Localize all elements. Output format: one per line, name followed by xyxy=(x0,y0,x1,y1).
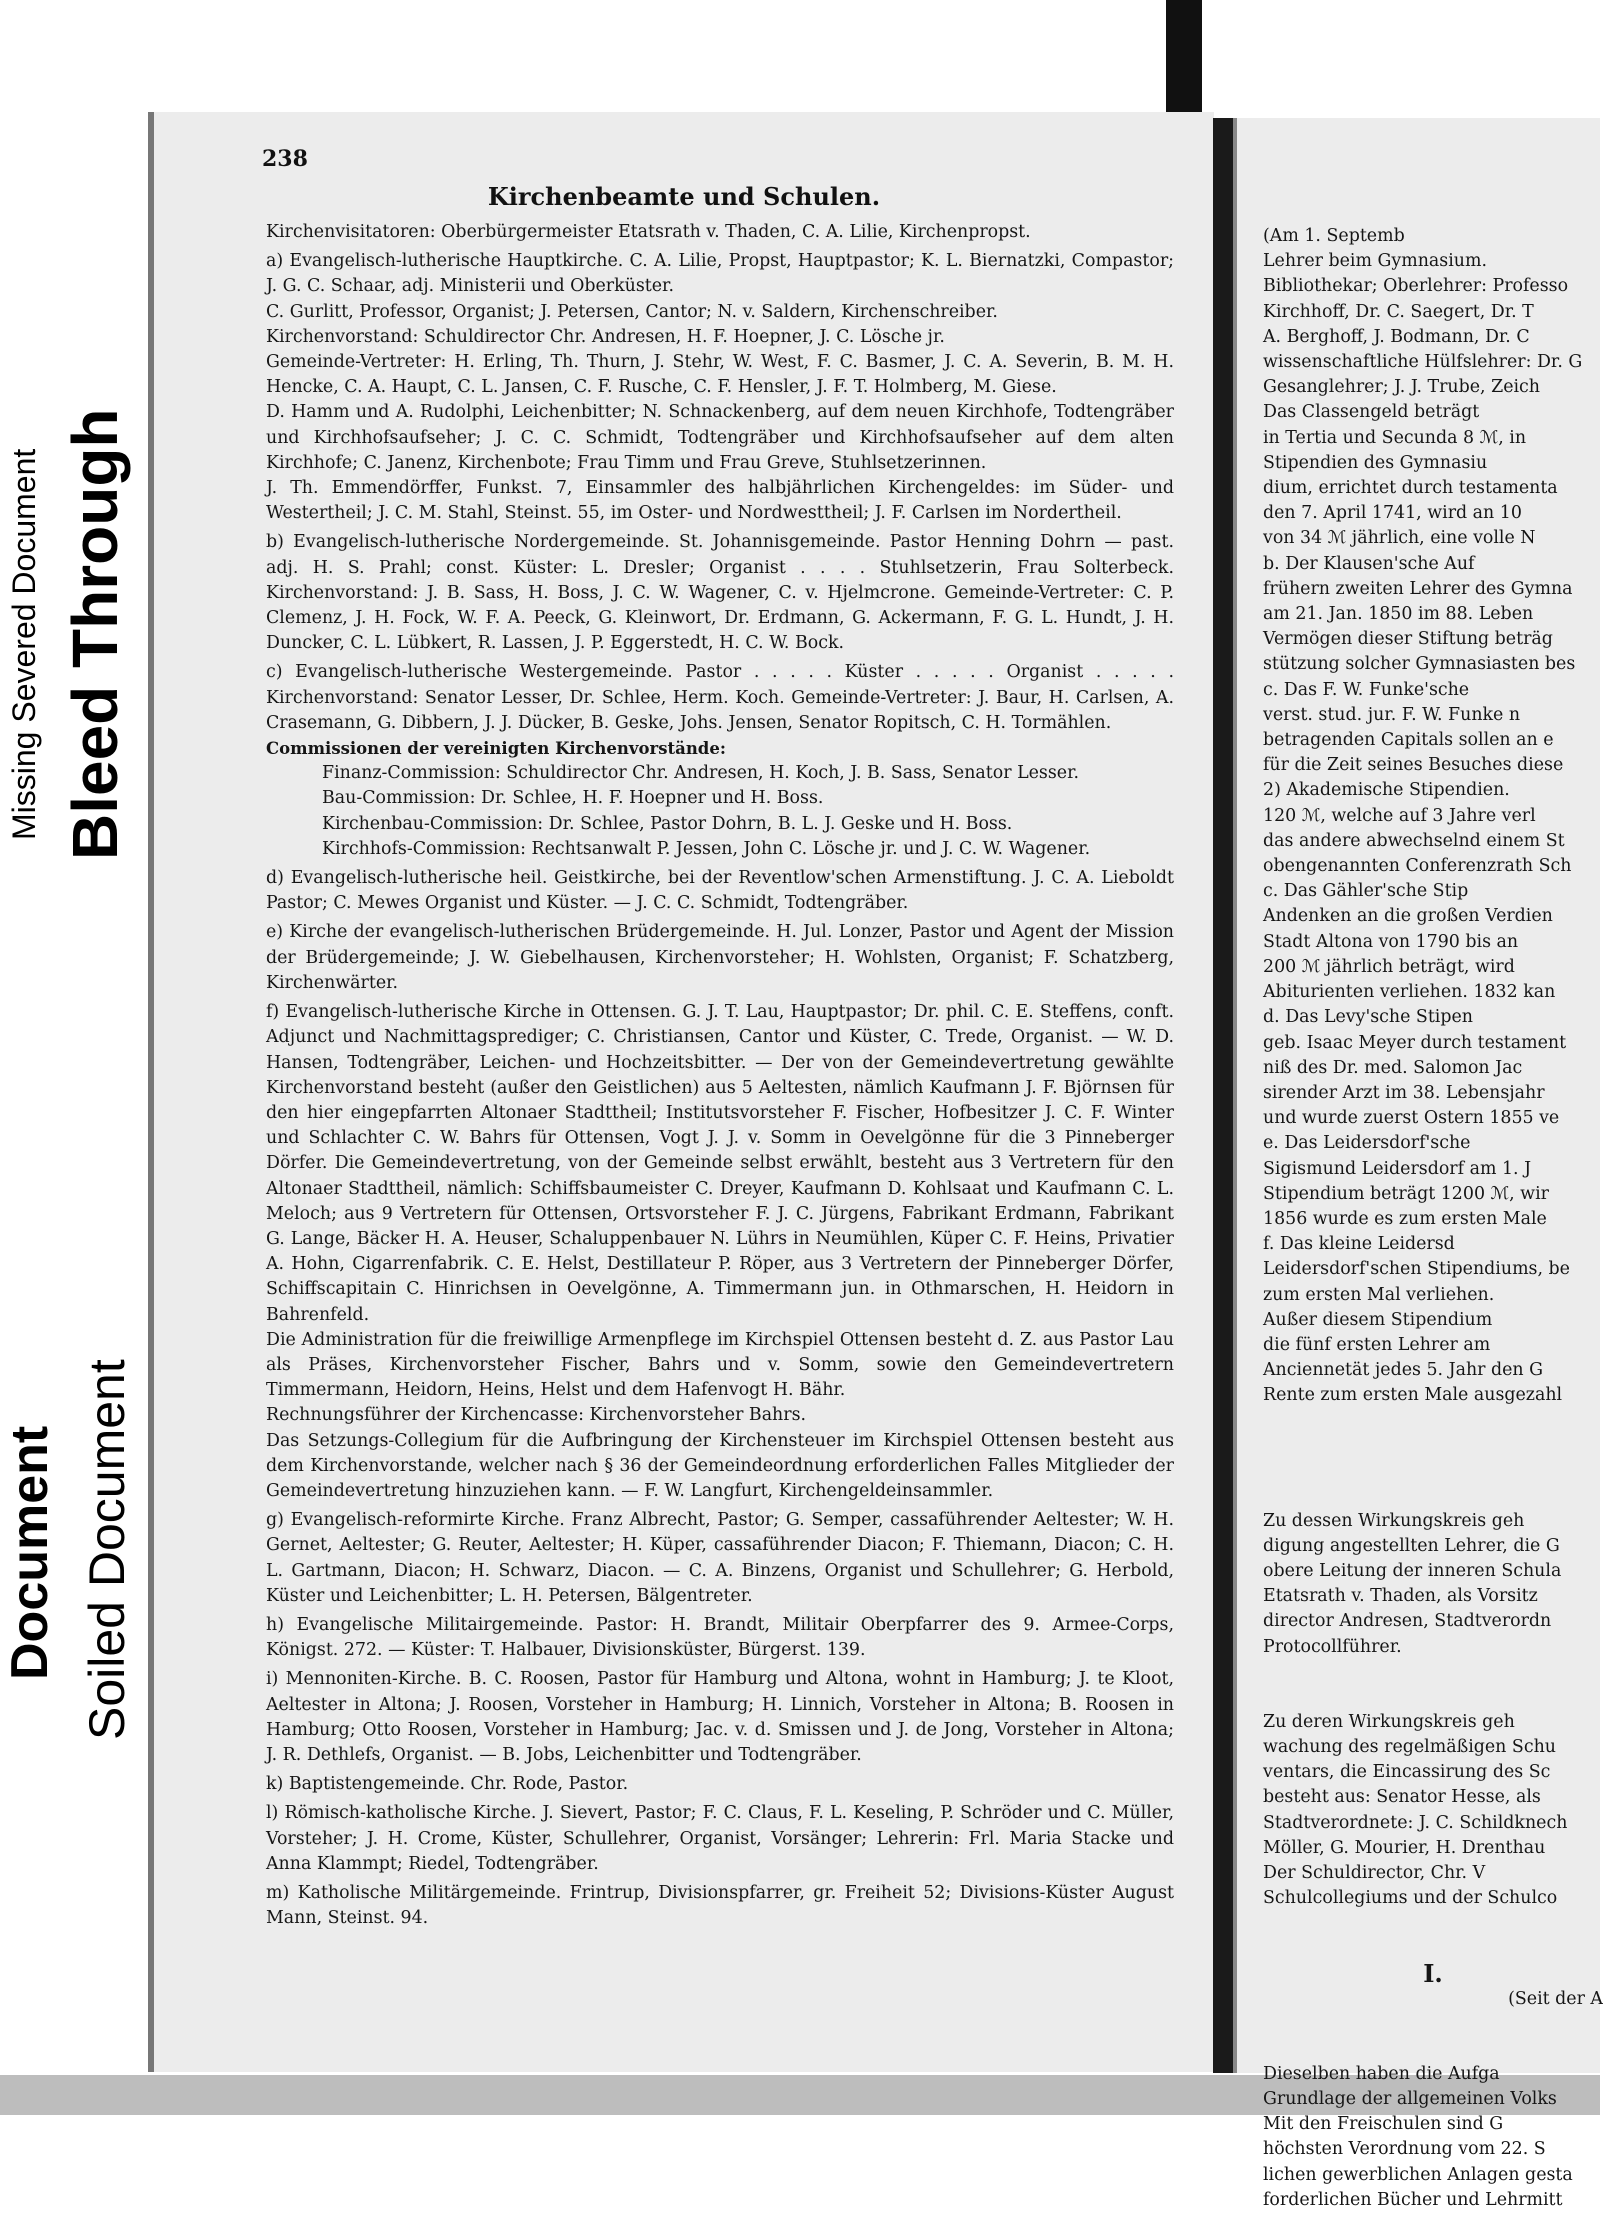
text-line: obengenannten Conferenzrath Sch xyxy=(1263,856,1572,877)
paragraph: b) Evangelisch-lutherische Nordergemeinde. St. Johannisgemeinde. Pastor Henning Dohrn — past. adj. H. S. Prahl; const. Küster: L. Dresler; Organist . . . . Stuhlsetzerin, Frau Solterbeck. Kirchenvorstand: J. B. Sass, H. Boss, J. C. W. Wagener, C. v. Hjelmcrone. Gemeinde-Vertreter: C. P. Clemenz, J. H. Fock, W. F. A. Peeck, G. Kleinwort, Dr. Erdmann, G. Ackermann, F. G. L. Hundt, J. H. Duncker, C. L. Lübkert, R. Lassen, J. P. Eggerstedt, H. C. W. Bock. xyxy=(266,532,1174,654)
paragraph: Die Administration für die freiwillige Armenpflege im Kirchspiel Ottensen besteht d. Z. aus Pastor Lau als Präses, Kirchenvorsteher Fischer, Bahrs und v. Somm, sowie den Gemeindevertretern Timmermann, Heidorn, Heins, Helst und dem Hafenvogt H. Bähr. xyxy=(266,1329,1174,1401)
commission-item: Finanz-Commission: Schuldirector Chr. Andresen, H. Koch, J. B. Sass, Senator Lesser. xyxy=(322,763,1080,784)
text-line: besteht aus: Senator Hesse, als xyxy=(1263,1787,1541,1808)
text-line: am 21. Jan. 1850 im 88. Leben xyxy=(1263,604,1534,625)
paragraph: C. Gurlitt, Professor, Organist; J. Petersen, Cantor; N. v. Saldern, Kirchenschreiber. xyxy=(266,301,998,322)
commission-heading: Commissionen der vereinigten Kirchenvorstände: xyxy=(266,739,726,759)
text-line: ventars, die Eincassirung des Sc xyxy=(1263,1762,1551,1783)
spacer xyxy=(1263,1409,1603,1459)
text-line: Stipendium beträgt 1200 ℳ, wir xyxy=(1263,1183,1549,1204)
spacer xyxy=(1263,1660,1603,1710)
paragraph: h) Evangelische Militairgemeinde. Pastor: H. Brandt, Militair Oberpfarrer des 9. Armee-Corps, Königst. 272. — Küster: T. Halbauer, Divisionsküster, Bürgerst. 139. xyxy=(266,1614,1174,1661)
text-line: c. Das F. W. Funke'sche xyxy=(1263,679,1470,700)
right-page-body xyxy=(1263,224,1603,2213)
text-line: in Tertia und Secunda 8 ℳ, in xyxy=(1263,427,1527,448)
book-binding-gutter xyxy=(1213,118,1233,2073)
text-line: Vermögen dieser Stiftung beträg xyxy=(1263,629,1553,650)
text-line: c. Das Gähler'sche Stip xyxy=(1263,881,1469,902)
paragraph: i) Mennoniten-Kirche. B. C. Roosen, Pastor für Hamburg und Altona, wohnt in Hamburg; J. te Kloot, Aeltester in Altona; J. Roosen, Vorsteher in Hamburg; H. Linnich, Vorsteher in Altona; B. Roosen in Hamburg; Otto Roosen, Vorsteher in Hamburg; Jac. v. d. Smissen und J. de Jong, Vorsteher in Altona; J. R. Dethlefs, Organist. — B. Jobs, Leichenbitter und Todtengräber. xyxy=(266,1669,1174,1765)
soiled-document-label: Soiled Document xyxy=(79,1359,135,1740)
text-line: Stadt Altona von 1790 bis an xyxy=(1263,931,1519,952)
text-line: A. Berghoff, J. Bodmann, Dr. C xyxy=(1263,326,1530,347)
commission-item: Kirchenbau-Commission: Dr. Schlee, Pastor Dohrn, B. L. J. Geske und H. Boss. xyxy=(322,813,1013,834)
paragraph: Kirchenvorstand: Schuldirector Chr. Andresen, H. F. Hoepner, J. C. Lösche jr. xyxy=(266,326,945,347)
text-line: Gesanglehrer; J. J. Trube, Zeich xyxy=(1263,377,1540,398)
text-line: Möller, G. Mourier, H. Drenthau xyxy=(1263,1837,1546,1858)
bleed-through-label: Bleed Through xyxy=(59,408,131,860)
text-line: Anciennetät jedes 5. Jahr den G xyxy=(1263,1360,1544,1381)
text-line: Der Schuldirector, Chr. V xyxy=(1263,1862,1486,1883)
text-line: den 7. April 1741, wird an 10 xyxy=(1263,503,1522,524)
text-line: Mit den Freischulen sind G xyxy=(1263,2114,1504,2135)
text-line: frühern zweiten Lehrer des Gymna xyxy=(1263,578,1573,599)
text-line: Abiturienten verliehen. 1832 kan xyxy=(1263,982,1556,1003)
left-page xyxy=(148,112,1214,2072)
commission-item: Kirchhofs-Commission: Rechtsanwalt P. Jessen, John C. Lösche jr. und J. C. W. Wagener. xyxy=(322,838,1091,859)
spacer xyxy=(1263,1459,1603,1509)
text-line: wachung des regelmäßigen Schu xyxy=(1263,1736,1556,1757)
paragraph: m) Katholische Militärgemeinde. Frintrup, Divisionspfarrer, gr. Freiheit 52; Divisions-Küster August Mann, Steinst. 94. xyxy=(266,1883,1174,1929)
text-line: f. Das kleine Leidersd xyxy=(1263,1234,1455,1255)
text-line: dium, errichtet durch testamenta xyxy=(1263,478,1558,499)
text-line: Protocollführer. xyxy=(1263,1636,1402,1657)
document-label: Document xyxy=(1,1425,59,1680)
text-line: b. Der Klausen'sche Auf xyxy=(1263,553,1475,574)
binding-shadow-top xyxy=(1166,0,1202,118)
right-page xyxy=(1233,118,1603,2210)
paragraph: D. Hamm und A. Rudolphi, Leichenbitter; N. Schnackenberg, auf dem neuen Kirchhofe, Todtengräber und Kirchhofsaufseher; J. C. C. Schmidt, Todtengräber und Kirchhofsaufseher auf dem alten Kirchhofe; C. Janenz, Kirchenbote; Frau Timm und Frau Greve, Stuhlsetzerinnen. xyxy=(266,402,1174,473)
text-line: forderlichen Bücher und Lehrmitt xyxy=(1263,2189,1563,2210)
text-line: (Am 1. Septemb xyxy=(1263,226,1405,246)
text-line: verst. stud. jur. F. W. Funke n xyxy=(1263,704,1521,725)
text-line: sirender Arzt im 38. Lebensjahr xyxy=(1263,1082,1545,1103)
page-title: Kirchenbeamte und Schulen. xyxy=(487,182,881,211)
section-subtitle: (Seit der A xyxy=(1508,1988,1603,2009)
text-line: lichen gewerblichen Anlagen gesta xyxy=(1263,2164,1573,2185)
text-line: Leidersdorf'schen Stipendiums, be xyxy=(1263,1259,1570,1280)
text-line: Rente zum ersten Male ausgezahl xyxy=(1263,1385,1563,1406)
missing-severed-document-label: Missing Severed Document xyxy=(6,448,42,840)
paragraph: Kirchenvisitatoren: Oberbürgermeister Etatsrath v. Thaden, C. A. Lilie, Kirchenpropst. xyxy=(266,222,1031,242)
text-line: Stipendien des Gymnasiu xyxy=(1263,452,1488,473)
paragraph: d) Evangelisch-lutherische heil. Geistkirche, bei der Reventlow'schen Armenstiftung. J. C. A. Lieboldt Pastor; C. Mewes Organist und Küster. — J. C. C. Schmidt, Todtengräber. xyxy=(266,868,1174,914)
text-line: obere Leitung der inneren Schula xyxy=(1263,1560,1562,1581)
paragraph: f) Evangelisch-lutherische Kirche in Ottensen. G. J. T. Lau, Hauptpastor; Dr. phil. C. E. Steffens, conft. Adjunct und Nachmittagsprediger; C. Christiansen, Cantor und Küster, C. Trede, Organist. — W. D. Hansen, Todtengräber, Leichen- und Hochzeitsbitter. — Der von der Gemeindevertretung gewählte Kirchenvorstand besteht (außer den Geistlichen) aus 5 Aeltesten, nämlich Kaufmann J. F. Björnsen für den hier eingepfarrten Altonaer Stadttheil; Institutsvorsteher F. Fischer, Hofbesitzer J. C. F. Winter und Schlachter C. W. Bahrs für Ottensen, Vogt J. J. v. Somm in Oevelgönne für die 3 Pinneberger Dörfer. Die Gemeindevertretung, von der Gemeinde selbst erwählt, besteht aus 3 Vertretern für den Altonaer Stadttheil, nämlich: Schiffsbaumeister C. Dreyer, Kaufmann D. Kohlsaat und Kaufmann C. L. Meloch; aus 9 Vertretern für Ottensen, Ortsvorsteher F. J. C. Jürgens, Fabrikant Erdmann, Fabrikant G. Lange, Bäcker H. A. Heuser, Schaluppenbauer N. Lührs in Neumühlen, Küper C. F. Heins, Privatier A. Hohn, Cigarrenfabrik. C. E. Helst, Destillateur P. Röper, aus 3 Vertretern der Pinneberger Dörfer, Schiffscapitain C. Hinrichsen in Oevelgönne, A. Timmermann jun. in Othmarschen, H. Heidorn in Bahrenfeld. xyxy=(266,1002,1174,1325)
paragraph: Rechnungsführer der Kirchencasse: Kirchenvorsteher Bahrs. xyxy=(266,1405,807,1426)
text-line: stützung solcher Gymnasiasten bes xyxy=(1263,654,1576,675)
text-line: höchsten Verordnung vom 22. S xyxy=(1263,2139,1546,2160)
text-line: Bibliothekar; Oberlehrer: Professo xyxy=(1263,276,1569,297)
paragraph: e) Kirche der evangelisch-lutherischen Brüdergemeinde. H. Jul. Lonzer, Pastor und Agent der Mission der Brüdergemeinde; J. W. Giebelhausen, Kirchenvorsteher; H. Wohlsten, Organist; F. Schatzberg, Kirchenwärter. xyxy=(266,922,1174,993)
text-line: Dieselben haben die Aufga xyxy=(1263,2063,1500,2084)
page-number: 238 xyxy=(262,146,308,172)
text-line: Lehrer beim Gymnasium. xyxy=(1263,251,1487,272)
text-line: Außer diesem Stipendium xyxy=(1263,1309,1493,1330)
text-line: 1856 wurde es zum ersten Male xyxy=(1263,1208,1547,1229)
text-line: die fünf ersten Lehrer am xyxy=(1263,1334,1491,1355)
text-line: zum ersten Mal verliehen. xyxy=(1263,1284,1495,1305)
text-line: niß des Dr. med. Salomon Jac xyxy=(1263,1057,1523,1078)
paragraph: k) Baptistengemeinde. Chr. Rode, Pastor. xyxy=(266,1774,629,1795)
text-line: 2) Akademische Stipendien. xyxy=(1263,780,1510,801)
text-line: Das Classengeld beträgt xyxy=(1263,402,1480,423)
text-line: von 34 ℳ jährlich, eine volle N xyxy=(1263,528,1536,549)
text-line: 120 ℳ, welche auf 3 Jahre verl xyxy=(1263,805,1536,826)
text-line: wissenschaftliche Hülfslehrer: Dr. G xyxy=(1263,352,1583,373)
text-line: d. Das Levy'sche Stipen xyxy=(1263,1007,1473,1028)
text-line: e. Das Leidersdorf'sche xyxy=(1263,1133,1471,1154)
text-line: Andenken an die großen Verdien xyxy=(1263,906,1553,927)
text-line: für die Zeit seines Besuches diese xyxy=(1263,755,1564,776)
text-line: Grundlage der allgemeinen Volks xyxy=(1263,2089,1557,2109)
paragraph: Gemeinde-Vertreter: H. Erling, Th. Thurn, J. Stehr, W. West, F. C. Basmer, J. C. A. Severin, B. M. H. Hencke, C. A. Haupt, C. L. Jansen, C. F. Rusche, C. F. Hensler, J. F. T. Holmberg, M. Giese. xyxy=(266,352,1174,398)
paragraph: l) Römisch-katholische Kirche. J. Sievert, Pastor; F. C. Claus, F. L. Keseling, P. Schröder und C. Müller, Vorsteher; J. H. Crome, Küster, Schullehrer, Organist, Vorsänger; Lehrerin: Frl. Maria Stacke und Anna Klammpt; Riedel, Todtengräber. xyxy=(266,1803,1174,1874)
text-line: und wurde zuerst Ostern 1855 ve xyxy=(1263,1108,1560,1129)
text-line: Kirchhoff, Dr. C. Saegert, Dr. T xyxy=(1263,301,1534,322)
text-line: Etatsrath v. Thaden, als Vorsitz xyxy=(1263,1586,1538,1607)
text-line: das andere abwechselnd einem St xyxy=(1263,830,1565,851)
left-page-body xyxy=(266,220,1174,1931)
text-line: geb. Isaac Meyer durch testament xyxy=(1263,1032,1567,1053)
paragraph: c) Evangelisch-lutherische Westergemeinde. Pastor . . . . . Küster . . . . . Organist . . . . . Kirchenvorstand: Senator Lesser, Dr. Schlee, Herm. Koch. Gemeinde-Vertreter: J. Baur, H. Carlsen, A. Crasemann, G. Dibbern, J. J. Dücker, B. Geske, Johs. Jensen, Senator Ropitsch, C. H. Tormählen. xyxy=(266,662,1174,733)
spacer xyxy=(1263,2012,1603,2062)
text-line: 200 ℳ jährlich beträgt, wird xyxy=(1263,956,1515,977)
text-line: Zu deren Wirkungskreis geh xyxy=(1263,1711,1515,1732)
text-line: Sigismund Leidersdorf am 1. J xyxy=(1263,1158,1532,1179)
text-line: director Andresen, Stadtverordn xyxy=(1263,1611,1552,1632)
paragraph: a) Evangelisch-lutherische Hauptkirche. C. A. Lilie, Propst, Hauptpastor; K. L. Biernatzki, Compastor; J. G. C. Schaar, adj. Ministerii und Oberküster. xyxy=(266,251,1174,297)
text-line: Stadtverordnete: J. C. Schildknech xyxy=(1263,1812,1568,1833)
text-line: betragenden Capitals sollen an e xyxy=(1263,730,1554,751)
paragraph: J. Th. Emmendörffer, Funkst. 7, Einsammler des halbjährlichen Kirchengeldes: im Süder- und Westertheil; J. C. M. Stahl, Steinst. 55, im Oster- und Nordwesttheil; J. F. Carlsen im Nordertheil. xyxy=(266,478,1174,524)
paragraph: Das Setzungs-Collegium für die Aufbringung der Kirchensteuer im Kirchspiel Ottensen besteht aus dem Kirchenvorstande, welcher nach § 36 der Gemeindeordnung erforderlichen Falles Mitglieder der Gemeindevertretung hinzuziehen kann. — F. W. Langfurt, Kirchengeldeinsammler. xyxy=(266,1430,1174,1501)
paragraph: g) Evangelisch-reformirte Kirche. Franz Albrecht, Pastor; G. Semper, cassaführender Aeltester; W. H. Gernet, Aeltester; G. Reuter, Aeltester; H. Küper, cassaführender Diacon; F. Thiemann, Diacon; C. H. L. Gartmann, Diacon; H. Schwarz, Diacon. — C. A. Binzens, Organist und Schullehrer; G. Herbold, Küster und Leichenbitter; L. H. Petersen, Bälgentreter. xyxy=(266,1510,1174,1606)
section-numeral: I. xyxy=(1423,1959,1443,1989)
text-line: digung angestellten Lehrer, die G xyxy=(1263,1535,1560,1556)
text-line: Zu dessen Wirkungskreis geh xyxy=(1263,1510,1525,1531)
spacer xyxy=(1263,1911,1603,1961)
commission-item: Bau-Commission: Dr. Schlee, H. F. Hoepner und H. Boss. xyxy=(322,788,824,809)
text-line: Schulcollegiums und der Schulco xyxy=(1263,1888,1558,1909)
